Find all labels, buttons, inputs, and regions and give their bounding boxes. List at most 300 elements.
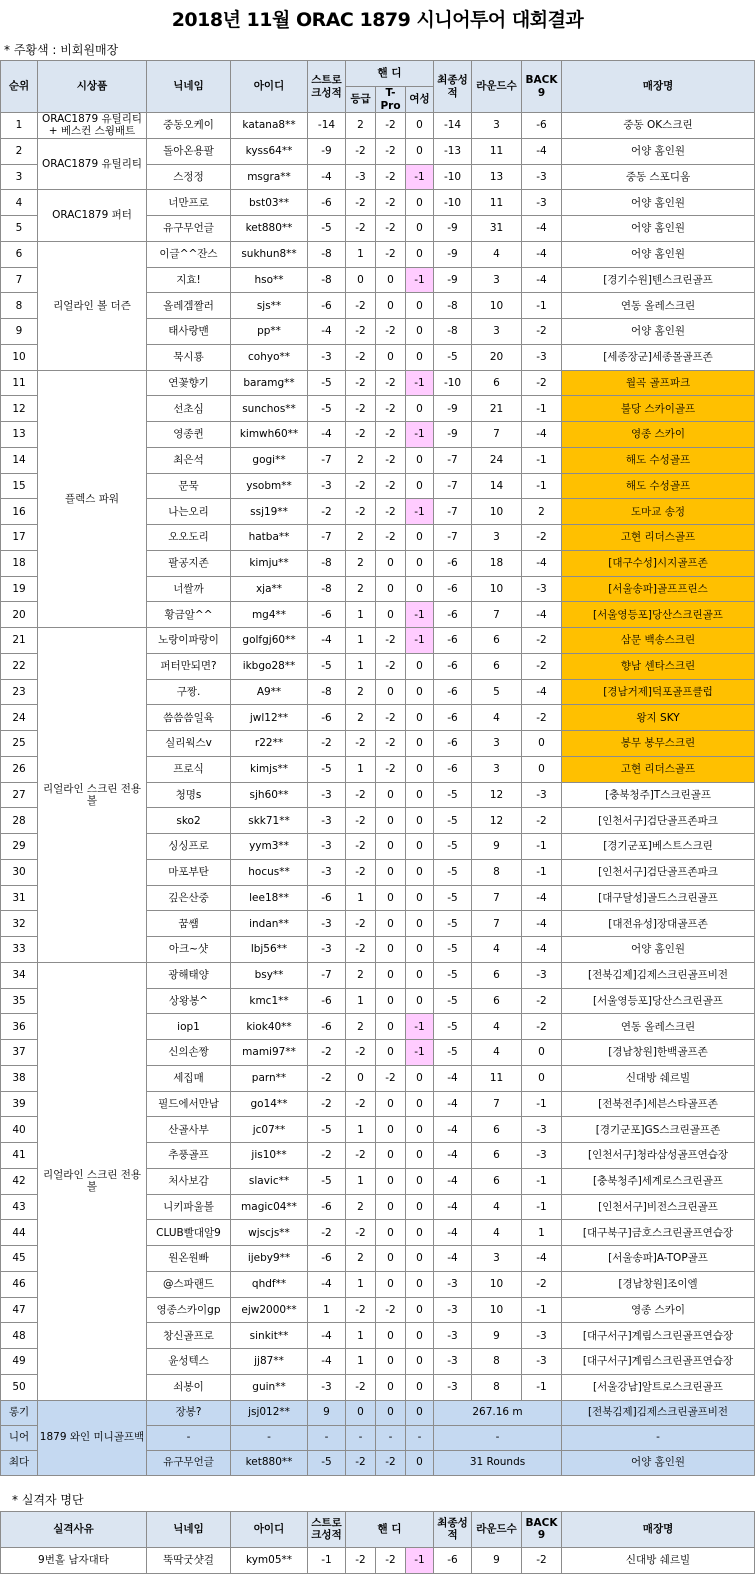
cell-back9: -1: [522, 834, 562, 860]
cell-store: [경기수원]텐스크린골프: [562, 267, 755, 293]
cell-final: -7: [434, 473, 472, 499]
cell-back9: 2: [522, 499, 562, 525]
cell-grade: 1: [346, 885, 376, 911]
cell-store: 해도 수성골프: [562, 447, 755, 473]
cell-rounds: 8: [472, 859, 522, 885]
cell-id: bst03**: [231, 190, 308, 216]
cell-female: 0: [406, 1220, 434, 1246]
cell-store: 중동 스포디움: [562, 164, 755, 190]
cell-nickname: CLUB빨대알9: [147, 1220, 231, 1246]
cell-rank: 34: [1, 962, 38, 988]
cell-final: -6: [434, 679, 472, 705]
cell-grade: 2: [346, 679, 376, 705]
award-id: jsj012**: [231, 1400, 308, 1425]
cell-stroke: -5: [308, 216, 346, 242]
award-tpro: -2: [376, 1450, 406, 1475]
dq-rounds: 9: [472, 1547, 522, 1573]
cell-grade: -2: [346, 859, 376, 885]
cell-nickname: 유구무언글: [147, 216, 231, 242]
cell-rounds: 6: [472, 1117, 522, 1143]
cell-female: 0: [406, 653, 434, 679]
cell-id: sukhun8**: [231, 241, 308, 267]
cell-rank: 15: [1, 473, 38, 499]
cell-stroke: -6: [308, 1014, 346, 1040]
cell-final: -9: [434, 216, 472, 242]
cell-grade: -2: [346, 370, 376, 396]
cell-grade: -2: [346, 344, 376, 370]
cell-back9: -3: [522, 1117, 562, 1143]
cell-rounds: 20: [472, 344, 522, 370]
disqualified-title: * 실격자 명단: [12, 1492, 84, 1507]
cell-rounds: 14: [472, 473, 522, 499]
cell-stroke: -6: [308, 1246, 346, 1272]
cell-female: 0: [406, 525, 434, 551]
cell-tpro: 0: [376, 1194, 406, 1220]
cell-nickname: 나는오리: [147, 499, 231, 525]
cell-rounds: 4: [472, 1194, 522, 1220]
cell-final: -5: [434, 1040, 472, 1066]
cell-grade: 1: [346, 1117, 376, 1143]
cell-nickname: 윤성텍스: [147, 1349, 231, 1375]
page-title: 2018년 11월 ORAC 1879 시니어투어 대회결과: [171, 9, 584, 31]
header-rounds: 라운드수: [472, 61, 522, 113]
cell-rounds: 11: [472, 190, 522, 216]
cell-rank: 25: [1, 731, 38, 757]
cell-rounds: 10: [472, 293, 522, 319]
legend-note: * 주황색 : 비회원매장: [4, 43, 119, 57]
award-label: 최다: [1, 1450, 38, 1475]
award-stroke: 9: [308, 1400, 346, 1425]
cell-rank: 39: [1, 1091, 38, 1117]
cell-final: -9: [434, 396, 472, 422]
cell-female: 0: [406, 293, 434, 319]
cell-grade: 1: [346, 756, 376, 782]
award-record: 31 Rounds: [434, 1450, 562, 1475]
cell-final: -3: [434, 1349, 472, 1375]
cell-female: 0: [406, 1065, 434, 1091]
cell-tpro: -2: [376, 731, 406, 757]
cell-nickname: 꿈쌤: [147, 911, 231, 937]
cell-tpro: 0: [376, 1374, 406, 1400]
cell-tpro: 0: [376, 1117, 406, 1143]
cell-nickname: 돌아온용팔: [147, 138, 231, 164]
cell-rank: 42: [1, 1168, 38, 1194]
cell-id: katana8**: [231, 113, 308, 139]
cell-female: 0: [406, 834, 434, 860]
cell-final: -5: [434, 859, 472, 885]
cell-female: 0: [406, 190, 434, 216]
cell-tpro: -2: [376, 319, 406, 345]
cell-id: sunchos**: [231, 396, 308, 422]
cell-nickname: 마포부탄: [147, 859, 231, 885]
cell-female: 0: [406, 885, 434, 911]
cell-id: magic04**: [231, 1194, 308, 1220]
award-grade: 0: [346, 1400, 376, 1425]
cell-prize: 리얼라인 스크린 전용볼: [38, 628, 147, 963]
cell-final: -3: [434, 1271, 472, 1297]
cell-tpro: -2: [376, 628, 406, 654]
cell-female: -1: [406, 1040, 434, 1066]
cell-stroke: -4: [308, 1323, 346, 1349]
cell-id: parn**: [231, 1065, 308, 1091]
cell-back9: -1: [522, 396, 562, 422]
cell-final: -5: [434, 885, 472, 911]
cell-id: ssj19**: [231, 499, 308, 525]
award-nickname: 장봉?: [147, 1400, 231, 1425]
header-stroke: 스트로크성적: [308, 61, 346, 113]
cell-nickname: 황금알^^: [147, 602, 231, 628]
cell-rank: 22: [1, 653, 38, 679]
cell-rank: 4: [1, 190, 38, 216]
cell-back9: 0: [522, 1065, 562, 1091]
cell-stroke: -3: [308, 473, 346, 499]
cell-tpro: 0: [376, 1271, 406, 1297]
cell-nickname: 연꽃향기: [147, 370, 231, 396]
cell-back9: -2: [522, 653, 562, 679]
cell-store: 어양 홈인원: [562, 138, 755, 164]
award-record: 267.16 m: [434, 1400, 562, 1425]
cell-nickname: 퍼터만되면?: [147, 653, 231, 679]
cell-stroke: 1: [308, 1297, 346, 1323]
cell-rounds: 3: [472, 525, 522, 551]
cell-rounds: 9: [472, 834, 522, 860]
dq-back9: -2: [522, 1547, 562, 1573]
cell-store: [전북김제]김제스크린골프비전: [562, 962, 755, 988]
cell-tpro: 0: [376, 808, 406, 834]
cell-rounds: 7: [472, 1091, 522, 1117]
cell-rank: 31: [1, 885, 38, 911]
cell-nickname: 노랑이파랑이: [147, 628, 231, 654]
cell-store: [인천서구]청라삼성골프연습장: [562, 1143, 755, 1169]
cell-rounds: 8: [472, 1349, 522, 1375]
cell-store: 어양 홈인원: [562, 190, 755, 216]
cell-rank: 24: [1, 705, 38, 731]
cell-id: ejw2000**: [231, 1297, 308, 1323]
cell-store: 해도 수성골프: [562, 473, 755, 499]
cell-tpro: 0: [376, 1143, 406, 1169]
cell-back9: -3: [522, 1323, 562, 1349]
cell-id: kimjs**: [231, 756, 308, 782]
cell-rank: 20: [1, 602, 38, 628]
cell-back9: -2: [522, 319, 562, 345]
cell-store: [대구북구]금호스크린골프연습장: [562, 1220, 755, 1246]
dq-header-nickname: 닉네임: [147, 1511, 231, 1547]
award-id: -: [231, 1425, 308, 1450]
cell-nickname: 깊은산중: [147, 885, 231, 911]
cell-tpro: -2: [376, 164, 406, 190]
cell-prize: 리얼라인 볼 더즌: [38, 241, 147, 370]
cell-nickname: iop1: [147, 1014, 231, 1040]
cell-female: 0: [406, 1374, 434, 1400]
cell-rounds: 12: [472, 782, 522, 808]
cell-store: 봉무 봉무스크린: [562, 731, 755, 757]
cell-grade: 1: [346, 1271, 376, 1297]
cell-female: 0: [406, 473, 434, 499]
award-nickname: 유구무언글: [147, 1450, 231, 1475]
cell-grade: -2: [346, 937, 376, 963]
cell-store: [인천서구]검단골프존파크: [562, 808, 755, 834]
cell-id: go14**: [231, 1091, 308, 1117]
dq-header-rounds: 라운드수: [472, 1511, 522, 1547]
cell-final: -4: [434, 1168, 472, 1194]
cell-back9: -1: [522, 1091, 562, 1117]
cell-tpro: 0: [376, 1220, 406, 1246]
cell-rank: 19: [1, 576, 38, 602]
award-female: -: [406, 1425, 434, 1450]
cell-back9: -4: [522, 911, 562, 937]
header-store: 매장명: [562, 61, 755, 113]
cell-id: jc07**: [231, 1117, 308, 1143]
cell-id: indan**: [231, 911, 308, 937]
cell-female: 0: [406, 1117, 434, 1143]
dq-nickname: 뚝딱굿샷걸: [147, 1547, 231, 1573]
cell-stroke: -4: [308, 319, 346, 345]
cell-final: -9: [434, 422, 472, 448]
cell-grade: 1: [346, 241, 376, 267]
cell-final: -5: [434, 911, 472, 937]
cell-rank: 33: [1, 937, 38, 963]
cell-final: -6: [434, 705, 472, 731]
cell-back9: -3: [522, 1349, 562, 1375]
cell-rank: 47: [1, 1297, 38, 1323]
cell-tpro: 0: [376, 293, 406, 319]
cell-store: [인천서구]비전스크린골프: [562, 1194, 755, 1220]
cell-store: 왕지 SKY: [562, 705, 755, 731]
cell-id: kyss64**: [231, 138, 308, 164]
cell-tpro: 0: [376, 885, 406, 911]
cell-nickname: 팔공지존: [147, 550, 231, 576]
cell-stroke: -4: [308, 1271, 346, 1297]
cell-tpro: -2: [376, 447, 406, 473]
cell-female: -1: [406, 422, 434, 448]
cell-female: -1: [406, 164, 434, 190]
cell-final: -9: [434, 241, 472, 267]
cell-rank: 40: [1, 1117, 38, 1143]
cell-final: -5: [434, 1014, 472, 1040]
cell-store: 불당 스카이골프: [562, 396, 755, 422]
cell-store: [서울영등포]당산스크린골프: [562, 602, 755, 628]
cell-rank: 8: [1, 293, 38, 319]
cell-rounds: 7: [472, 422, 522, 448]
cell-back9: -3: [522, 782, 562, 808]
cell-stroke: -6: [308, 1194, 346, 1220]
cell-id: hatba**: [231, 525, 308, 551]
cell-store: 연동 올레스크린: [562, 293, 755, 319]
cell-grade: -2: [346, 138, 376, 164]
cell-tpro: 0: [376, 782, 406, 808]
cell-stroke: -5: [308, 756, 346, 782]
cell-female: 0: [406, 576, 434, 602]
cell-final: -6: [434, 576, 472, 602]
header-id: 아이디: [231, 61, 308, 113]
cell-final: -6: [434, 602, 472, 628]
cell-id: golfgj60**: [231, 628, 308, 654]
cell-rank: 38: [1, 1065, 38, 1091]
cell-back9: -2: [522, 808, 562, 834]
dq-final: -6: [434, 1547, 472, 1573]
cell-back9: -4: [522, 679, 562, 705]
cell-tpro: -2: [376, 499, 406, 525]
cell-back9: -3: [522, 962, 562, 988]
dq-grade: -2: [346, 1547, 376, 1573]
cell-grade: -2: [346, 731, 376, 757]
cell-rounds: 18: [472, 550, 522, 576]
cell-rounds: 4: [472, 1220, 522, 1246]
cell-rounds: 3: [472, 113, 522, 139]
cell-rank: 10: [1, 344, 38, 370]
award-grade: -2: [346, 1450, 376, 1475]
cell-grade: -2: [346, 911, 376, 937]
cell-nickname: 문묵: [147, 473, 231, 499]
cell-nickname: 오오도리: [147, 525, 231, 551]
cell-rounds: 5: [472, 679, 522, 705]
cell-stroke: -8: [308, 679, 346, 705]
cell-nickname: 니키파울볼: [147, 1194, 231, 1220]
cell-female: 0: [406, 782, 434, 808]
cell-grade: 2: [346, 1246, 376, 1272]
cell-rank: 36: [1, 1014, 38, 1040]
cell-store: 연동 올레스크린: [562, 1014, 755, 1040]
cell-stroke: -7: [308, 447, 346, 473]
cell-tpro: -2: [376, 422, 406, 448]
cell-store: 향남 센타스크린: [562, 653, 755, 679]
header-final: 최종성적: [434, 61, 472, 113]
header-grade: 등급: [346, 87, 376, 113]
cell-back9: 0: [522, 1040, 562, 1066]
cell-store: [서울송파]A-TOP골프: [562, 1246, 755, 1272]
cell-nickname: 올레겜짤러: [147, 293, 231, 319]
cell-rounds: 3: [472, 756, 522, 782]
table-row: [1, 138, 755, 164]
cell-tpro: 0: [376, 937, 406, 963]
cell-female: 0: [406, 447, 434, 473]
cell-rank: 12: [1, 396, 38, 422]
dq-header-store: 매장명: [562, 1511, 755, 1547]
cell-id: r22**: [231, 731, 308, 757]
cell-id: A9**: [231, 679, 308, 705]
cell-rounds: 4: [472, 1014, 522, 1040]
cell-final: -6: [434, 550, 472, 576]
cell-rank: 48: [1, 1323, 38, 1349]
cell-rounds: 6: [472, 1143, 522, 1169]
cell-rounds: 8: [472, 1374, 522, 1400]
cell-tpro: 0: [376, 962, 406, 988]
cell-stroke: -2: [308, 1220, 346, 1246]
cell-tpro: -2: [376, 396, 406, 422]
cell-stroke: -6: [308, 602, 346, 628]
cell-final: -5: [434, 782, 472, 808]
cell-stroke: -3: [308, 937, 346, 963]
cell-back9: -2: [522, 525, 562, 551]
cell-tpro: -2: [376, 473, 406, 499]
cell-stroke: -2: [308, 1091, 346, 1117]
cell-rounds: 24: [472, 447, 522, 473]
cell-rounds: 3: [472, 1246, 522, 1272]
cell-back9: -2: [522, 628, 562, 654]
cell-store: [경남창원]한백골프존: [562, 1040, 755, 1066]
cell-final: -10: [434, 190, 472, 216]
cell-tpro: 0: [376, 1349, 406, 1375]
cell-store: 신대방 쉐르빌: [562, 1065, 755, 1091]
cell-id: kimju**: [231, 550, 308, 576]
cell-rank: 50: [1, 1374, 38, 1400]
cell-rounds: 11: [472, 1065, 522, 1091]
cell-nickname: 싱싱프로: [147, 834, 231, 860]
cell-grade: -2: [346, 782, 376, 808]
cell-female: 0: [406, 241, 434, 267]
cell-stroke: -6: [308, 705, 346, 731]
cell-tpro: -2: [376, 138, 406, 164]
cell-grade: -2: [346, 1040, 376, 1066]
cell-rounds: 3: [472, 319, 522, 345]
cell-back9: -1: [522, 1194, 562, 1220]
cell-tpro: 0: [376, 679, 406, 705]
cell-tpro: -2: [376, 370, 406, 396]
header-female: 여성: [406, 87, 434, 113]
cell-back9: -3: [522, 1143, 562, 1169]
cell-rank: 11: [1, 370, 38, 396]
cell-nickname: 필드에서만남: [147, 1091, 231, 1117]
cell-rounds: 7: [472, 885, 522, 911]
cell-nickname: 지효!: [147, 267, 231, 293]
cell-id: lee18**: [231, 885, 308, 911]
cell-female: 0: [406, 1168, 434, 1194]
cell-back9: -2: [522, 1271, 562, 1297]
cell-grade: -2: [346, 396, 376, 422]
cell-rank: 7: [1, 267, 38, 293]
cell-grade: -2: [346, 293, 376, 319]
cell-rank: 41: [1, 1143, 38, 1169]
award-nickname: -: [147, 1425, 231, 1450]
cell-id: yym3**: [231, 834, 308, 860]
cell-rank: 6: [1, 241, 38, 267]
cell-prize: ORAC1879 유틸리티 + 베스컨 스윙배트: [38, 113, 147, 139]
cell-rounds: 7: [472, 911, 522, 937]
cell-grade: -2: [346, 190, 376, 216]
cell-nickname: 아크~샷: [147, 937, 231, 963]
cell-store: [대구수성]시지골프존: [562, 550, 755, 576]
cell-back9: -4: [522, 267, 562, 293]
cell-tpro: -2: [376, 756, 406, 782]
cell-tpro: 0: [376, 1246, 406, 1272]
cell-back9: -1: [522, 1168, 562, 1194]
cell-tpro: 0: [376, 576, 406, 602]
table-row: [1, 628, 755, 654]
table-row: [1, 962, 755, 988]
cell-store: [대구달성]골드스크린골프: [562, 885, 755, 911]
cell-final: -6: [434, 731, 472, 757]
dq-tpro: -2: [376, 1547, 406, 1573]
cell-nickname: 너만프로: [147, 190, 231, 216]
cell-final: -5: [434, 937, 472, 963]
cell-store: [경남창원]조이엘: [562, 1271, 755, 1297]
cell-back9: 0: [522, 756, 562, 782]
award-record: -: [434, 1425, 562, 1450]
cell-store: [경기군포]GS스크린골프존: [562, 1117, 755, 1143]
cell-rounds: 7: [472, 602, 522, 628]
table-row: [1, 113, 755, 139]
cell-rounds: 11: [472, 138, 522, 164]
cell-final: -5: [434, 808, 472, 834]
cell-nickname: 스정정: [147, 164, 231, 190]
cell-nickname: 중동오케이: [147, 113, 231, 139]
cell-store: [인천서구]검단골프존파크: [562, 859, 755, 885]
cell-rounds: 3: [472, 267, 522, 293]
cell-final: -3: [434, 1297, 472, 1323]
table-row: [1, 190, 755, 216]
cell-nickname: 처사보감: [147, 1168, 231, 1194]
cell-female: 0: [406, 396, 434, 422]
